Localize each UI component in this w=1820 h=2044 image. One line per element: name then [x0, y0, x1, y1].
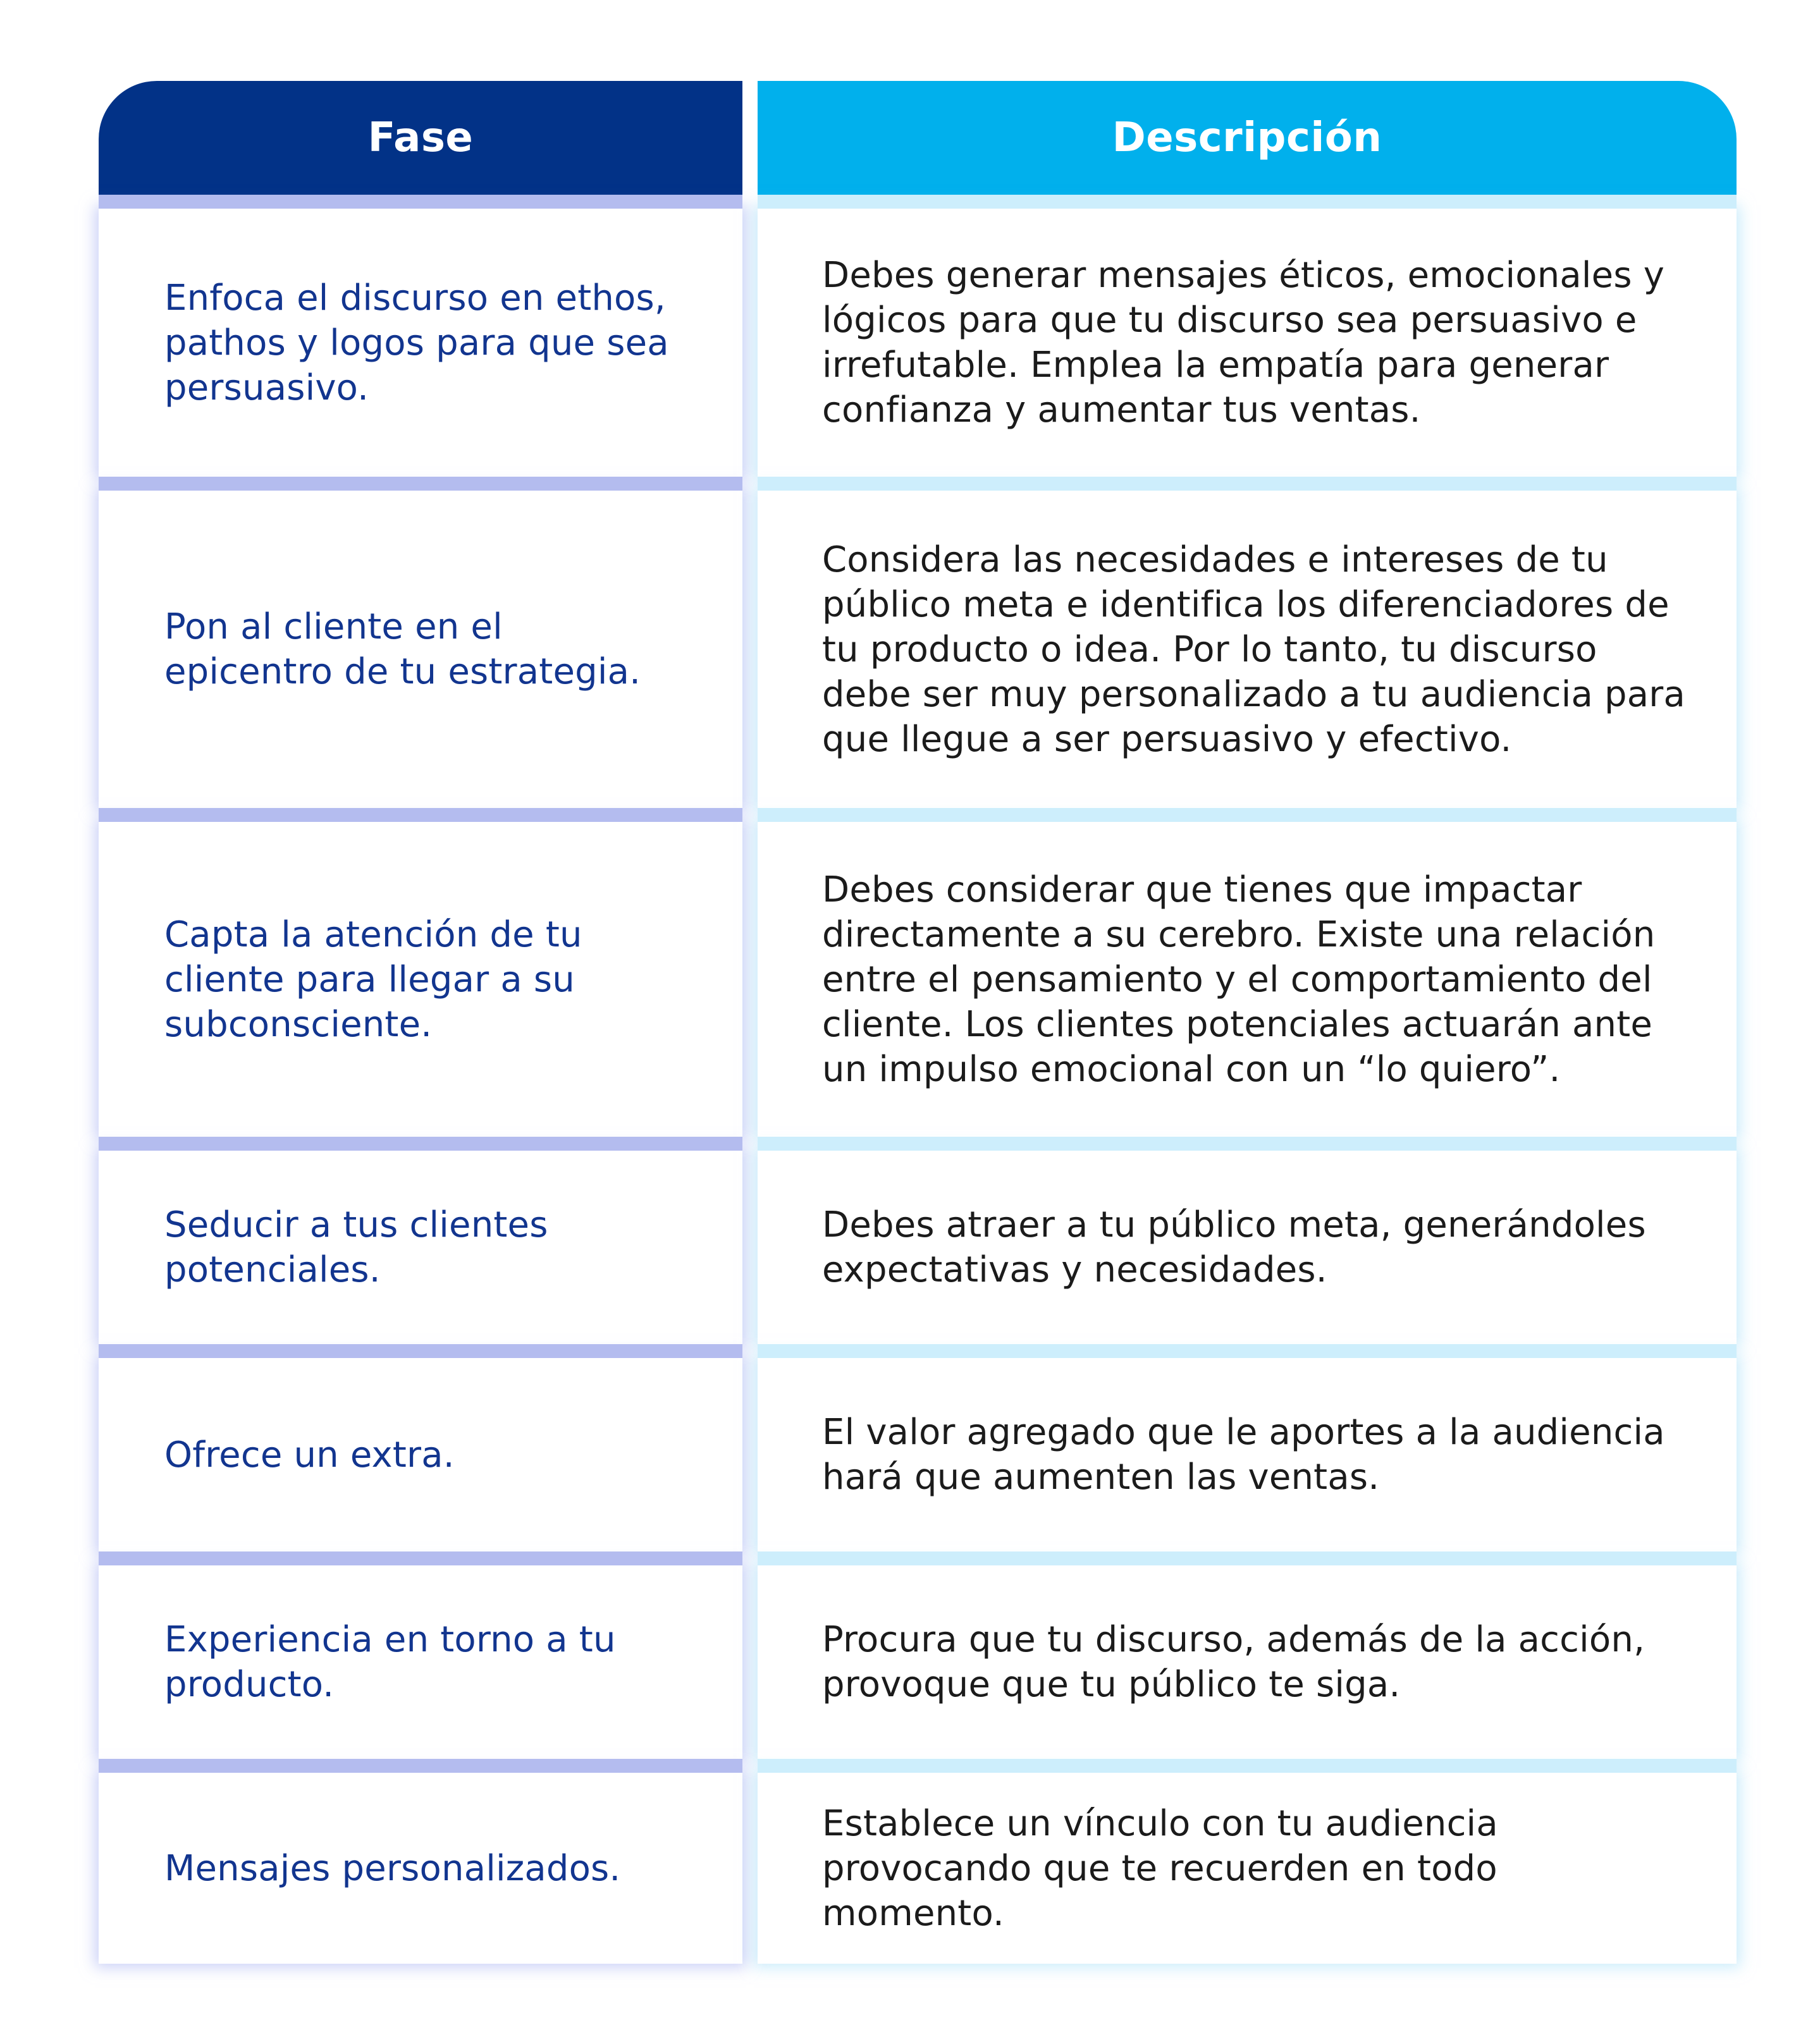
- cell-fase: [99, 1151, 742, 1344]
- cell-fase: [99, 209, 742, 477]
- cell-fase: [99, 822, 742, 1137]
- cell-descripcion: [758, 491, 1737, 808]
- table-row: [99, 822, 1737, 1137]
- separator-descripcion: [758, 477, 1737, 491]
- fase-text: Experiencia en torno a tu producto.: [164, 1619, 616, 1705]
- header-fase: Fase: [99, 81, 742, 195]
- table-row: [99, 1773, 1737, 1964]
- separator-descripcion: [758, 1344, 1737, 1358]
- cell-descripcion: [758, 1565, 1737, 1759]
- fase-text: Mensajes personalizados.: [164, 1847, 621, 1889]
- cell-descripcion: [758, 822, 1737, 1137]
- separator-descripcion: [758, 1759, 1737, 1773]
- separator-fase: [99, 1759, 742, 1773]
- descripcion-text: El valor agregado que le aportes a la audiencia hará que aumenten las ventas.: [822, 1412, 1665, 1498]
- separator-fase: [99, 1137, 742, 1151]
- cell-descripcion: [758, 1358, 1737, 1551]
- fase-text: Capta la atención de tu cliente para llegar a su subconsciente.: [164, 914, 582, 1045]
- separator-descripcion: [758, 195, 1737, 209]
- row-separator: [99, 1344, 1737, 1358]
- separator-descripcion: [758, 808, 1737, 822]
- separator-fase: [99, 1551, 742, 1565]
- separator-fase: [99, 195, 742, 209]
- descripcion-text: Procura que tu discurso, además de la acción, provoque que tu público te siga.: [822, 1619, 1645, 1705]
- fase-text: Seducir a tus clientes potenciales.: [164, 1204, 548, 1290]
- cell-fase: [99, 1358, 742, 1551]
- separator-fase: [99, 808, 742, 822]
- table-row: [99, 209, 1737, 477]
- table-row: [99, 1358, 1737, 1551]
- row-separator: [99, 1137, 1737, 1151]
- descripcion-text: Establece un vínculo con tu audiencia provocando que te recuerden en todo momento.: [822, 1802, 1498, 1934]
- row-separator: [99, 808, 1737, 822]
- header-descripcion: Descripción: [758, 81, 1737, 195]
- table-row: [99, 1151, 1737, 1344]
- separator-descripcion: [758, 1551, 1737, 1565]
- fase-text: Pon al cliente en el epicentro de tu estrategia.: [164, 606, 641, 692]
- table-row: [99, 491, 1737, 808]
- row-separator: [99, 195, 1737, 209]
- cell-fase: [99, 1565, 742, 1759]
- descripcion-text: Debes atraer a tu público meta, generándoles expectativas y necesidades.: [822, 1204, 1646, 1290]
- row-separator: [99, 1551, 1737, 1565]
- cell-descripcion: [758, 209, 1737, 477]
- fase-text: Enfoca el discurso en ethos, pathos y logos para que sea persuasivo.: [164, 277, 669, 408]
- descripcion-text: Debes generar mensajes éticos, emocionales y lógicos para que tu discurso sea persuasivo e irrefutable. Emplea la empatía para generar confianza y aumentar tus ventas.: [822, 255, 1665, 431]
- cell-fase: [99, 1773, 742, 1964]
- cell-descripcion: [758, 1773, 1737, 1964]
- separator-fase: [99, 1344, 742, 1358]
- cell-fase: [99, 491, 742, 808]
- descripcion-text: Considera las necesidades e intereses de tu público meta e identifica los diferenciadores de tu producto o idea. Por lo tanto, tu discurso debe ser muy personalizado a tu audiencia para que llegue a ser persuasivo y efectivo.: [822, 539, 1686, 760]
- row-separator: [99, 477, 1737, 491]
- table-body: [99, 195, 1737, 1964]
- row-separator: [99, 1759, 1737, 1773]
- separator-descripcion: [758, 1137, 1737, 1151]
- cell-descripcion: [758, 1151, 1737, 1344]
- table-row: [99, 1565, 1737, 1759]
- separator-fase: [99, 477, 742, 491]
- table-header: [99, 81, 1737, 195]
- fase-text: Ofrece un extra.: [164, 1434, 455, 1476]
- descripcion-text: Debes considerar que tienes que impactar directamente a su cerebro. Existe una relación entre el pensamiento y el comportamiento del cliente. Los clientes potenciales actuarán ante un impulso emocional con un “lo quiero”.: [822, 869, 1656, 1090]
- phases-table: [99, 81, 1737, 1964]
